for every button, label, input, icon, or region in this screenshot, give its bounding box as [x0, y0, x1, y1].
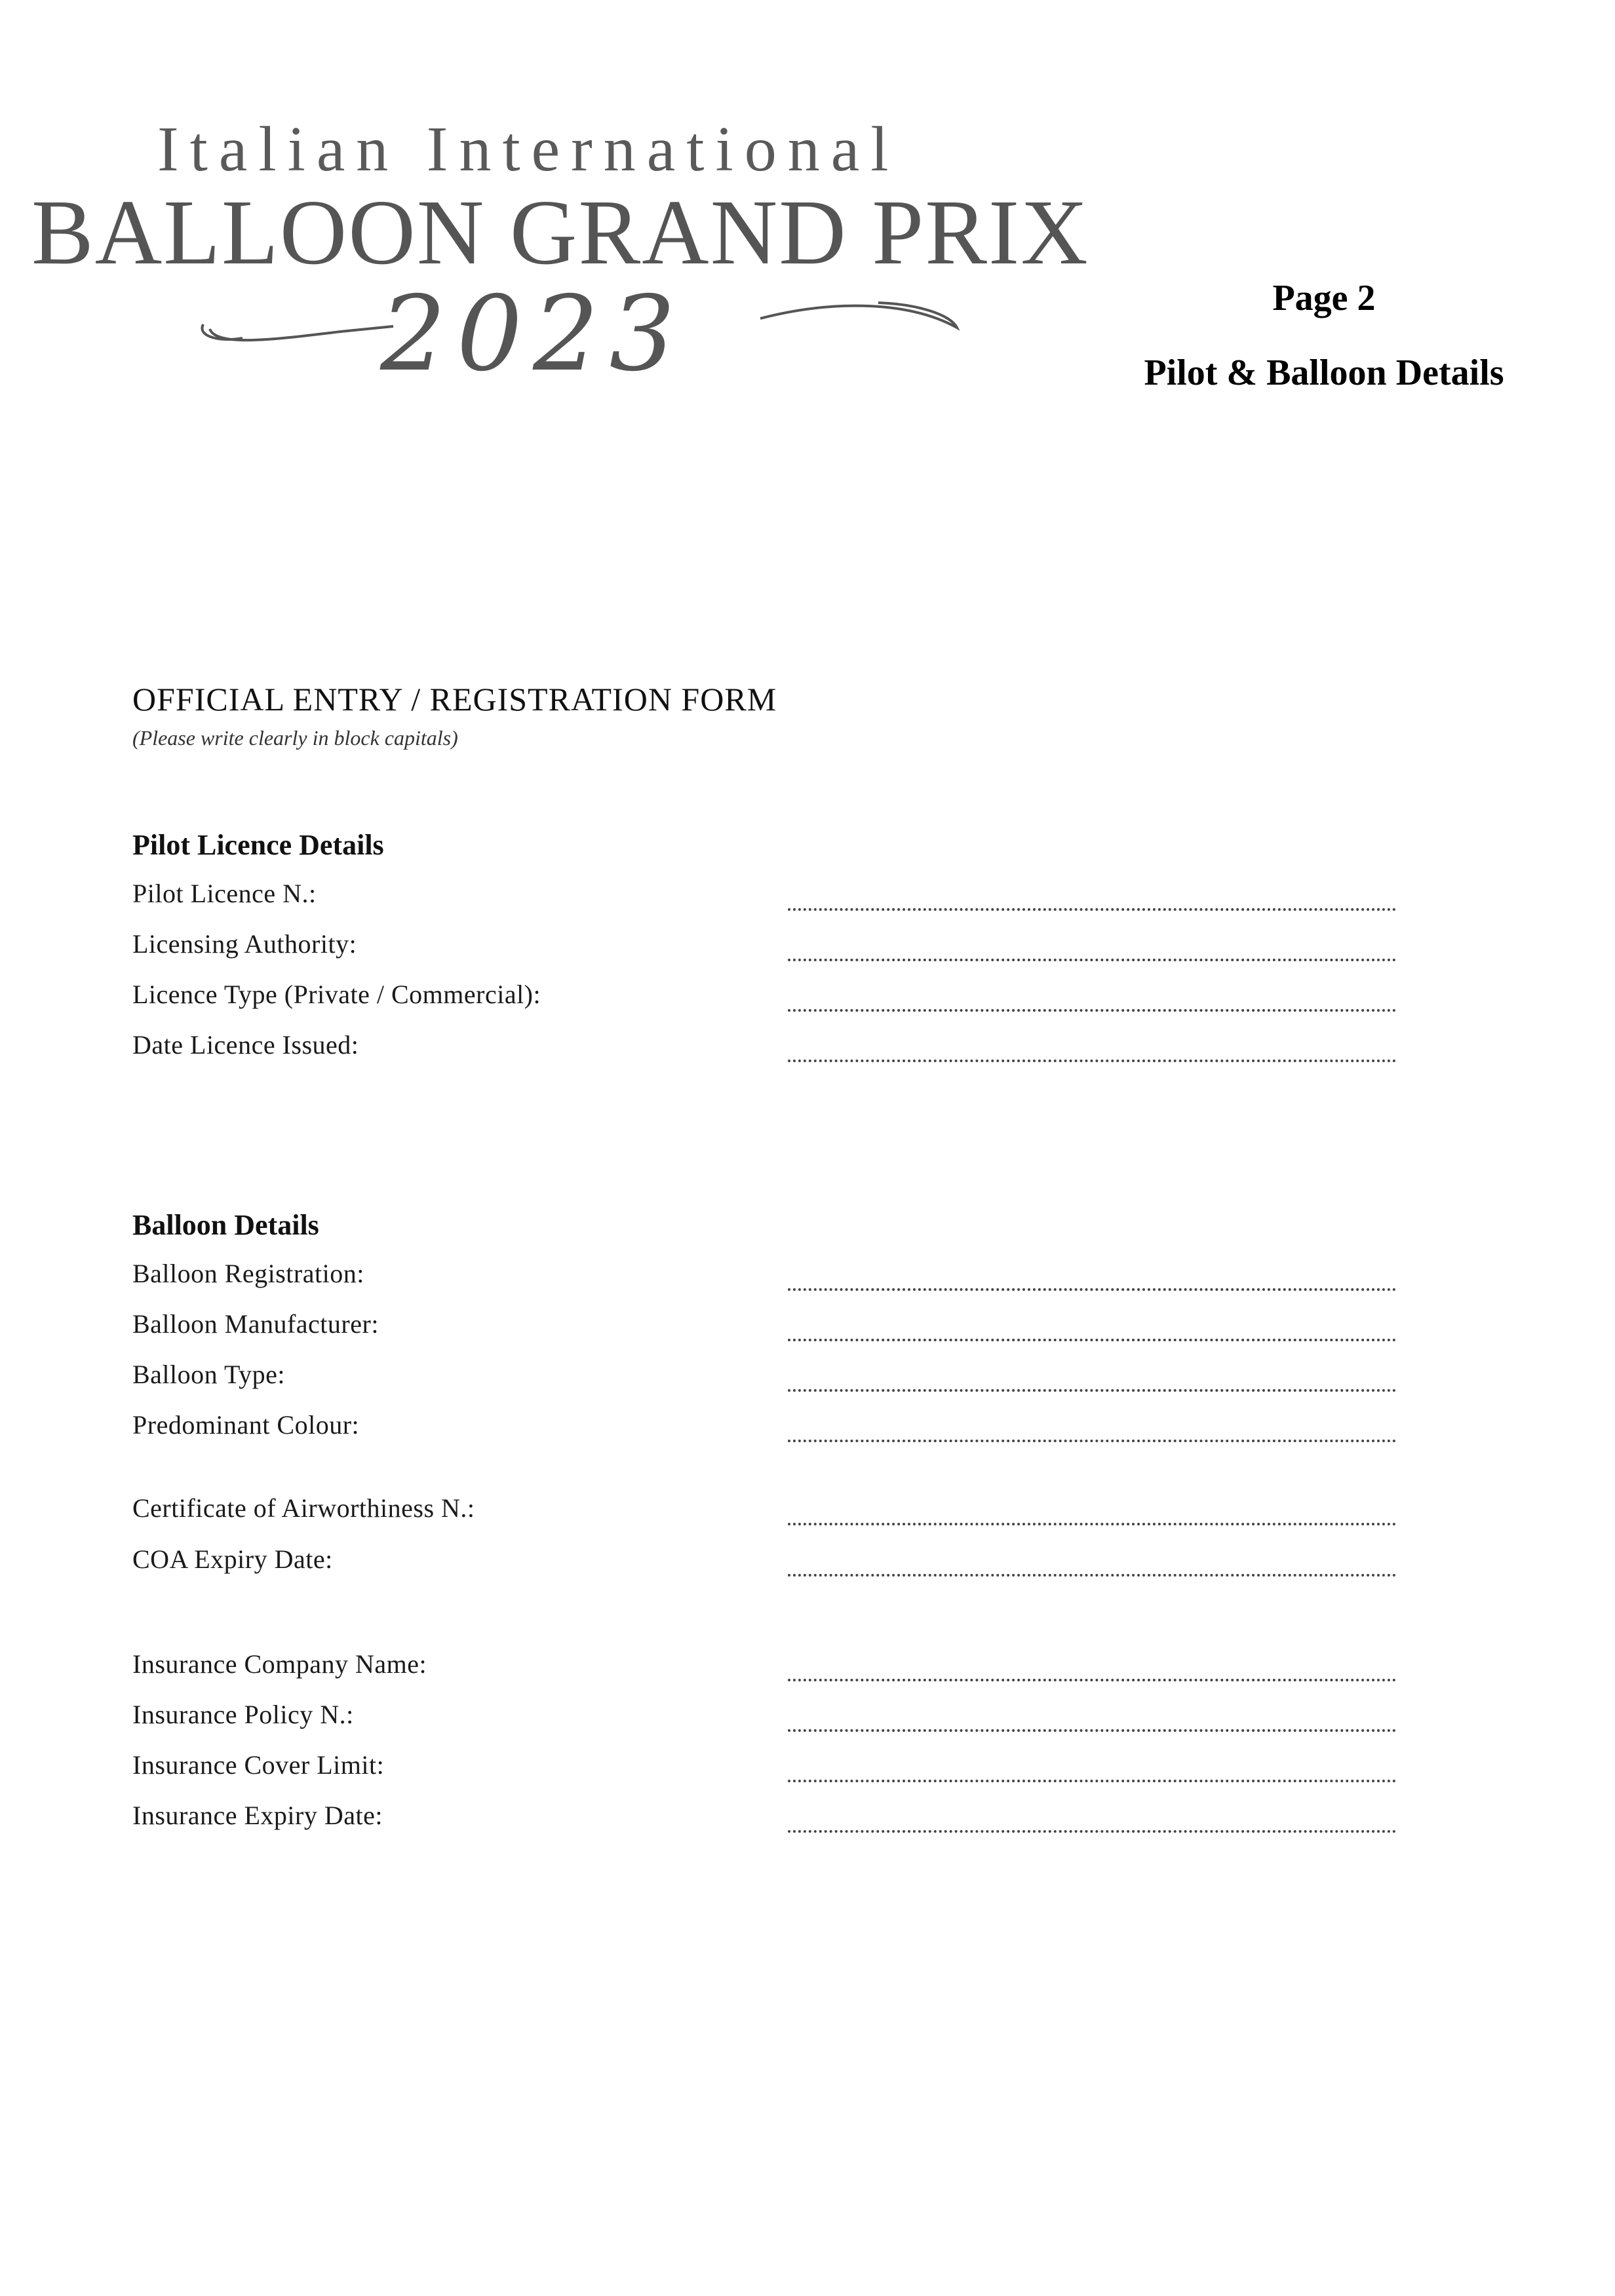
licence-type-row — [132, 979, 1404, 1018]
field-label: Insurance Policy N.: — [132, 1700, 354, 1729]
page-number: Page 2 — [1272, 278, 1376, 318]
airworthiness-certificate-field[interactable] — [788, 1523, 1396, 1525]
insurance-policy-field[interactable] — [788, 1729, 1396, 1732]
field-label: Insurance Company Name: — [132, 1649, 427, 1679]
balloon-manufacturer-row — [132, 1309, 1404, 1348]
field-label: Licensing Authority: — [132, 929, 357, 959]
predominant-colour-row — [132, 1409, 1404, 1449]
event-logo — [0, 0, 1114, 419]
form-title: OFFICIAL ENTRY / REGISTRATION FORM — [132, 681, 777, 718]
balloon-type-row — [132, 1359, 1404, 1398]
form-instructions: (Please write clearly in block capitals) — [132, 726, 458, 750]
page-title: Pilot & Balloon Details — [1144, 353, 1504, 393]
airworthiness-certificate-row — [132, 1493, 1404, 1532]
logo-year: 2023 — [380, 274, 686, 394]
balloon-registration-row — [132, 1258, 1404, 1297]
balloon-type-field[interactable] — [788, 1389, 1396, 1392]
field-label: Pilot Licence N.: — [132, 879, 317, 908]
pilot-licence-number-field[interactable] — [788, 908, 1396, 911]
field-label: Licence Type (Private / Commercial): — [132, 980, 541, 1009]
balloon-manufacturer-field[interactable] — [788, 1339, 1396, 1341]
balloon-registration-field[interactable] — [788, 1288, 1396, 1291]
field-label: Insurance Expiry Date: — [132, 1801, 383, 1830]
insurance-expiry-date-row — [132, 1800, 1404, 1839]
logo-subtitle: Italian International — [157, 114, 900, 185]
field-label: Balloon Type: — [132, 1360, 285, 1389]
date-licence-issued-row — [132, 1029, 1404, 1069]
insurance-expiry-date-field[interactable] — [788, 1830, 1396, 1833]
insurance-cover-limit-row — [132, 1750, 1404, 1789]
field-label: Insurance Cover Limit: — [132, 1750, 385, 1780]
field-label: Date Licence Issued: — [132, 1030, 359, 1060]
insurance-cover-limit-field[interactable] — [788, 1780, 1396, 1782]
insurance-company-row — [132, 1649, 1404, 1688]
predominant-colour-field[interactable] — [788, 1440, 1396, 1442]
insurance-policy-row — [132, 1699, 1404, 1738]
balloon-section-heading: Balloon Details — [132, 1209, 319, 1241]
field-label: Certificate of Airworthiness N.: — [132, 1493, 475, 1523]
field-label: COA Expiry Date: — [132, 1544, 333, 1574]
field-label: Balloon Manufacturer: — [132, 1309, 379, 1339]
pilot-section-heading: Pilot Licence Details — [132, 829, 384, 861]
field-label: Predominant Colour: — [132, 1410, 360, 1440]
licensing-authority-row — [132, 928, 1404, 968]
page-header — [1101, 272, 1547, 399]
field-label: Balloon Registration: — [132, 1259, 364, 1288]
coa-expiry-date-field[interactable] — [788, 1574, 1396, 1577]
date-licence-issued-field[interactable] — [788, 1060, 1396, 1062]
licence-type-field[interactable] — [788, 1009, 1396, 1012]
logo-title: BALLOON GRAND PRIX — [31, 180, 1089, 284]
licensing-authority-field[interactable] — [788, 959, 1396, 961]
pilot-licence-number-row — [132, 878, 1404, 917]
insurance-company-field[interactable] — [788, 1679, 1396, 1681]
coa-expiry-date-row — [132, 1544, 1404, 1583]
